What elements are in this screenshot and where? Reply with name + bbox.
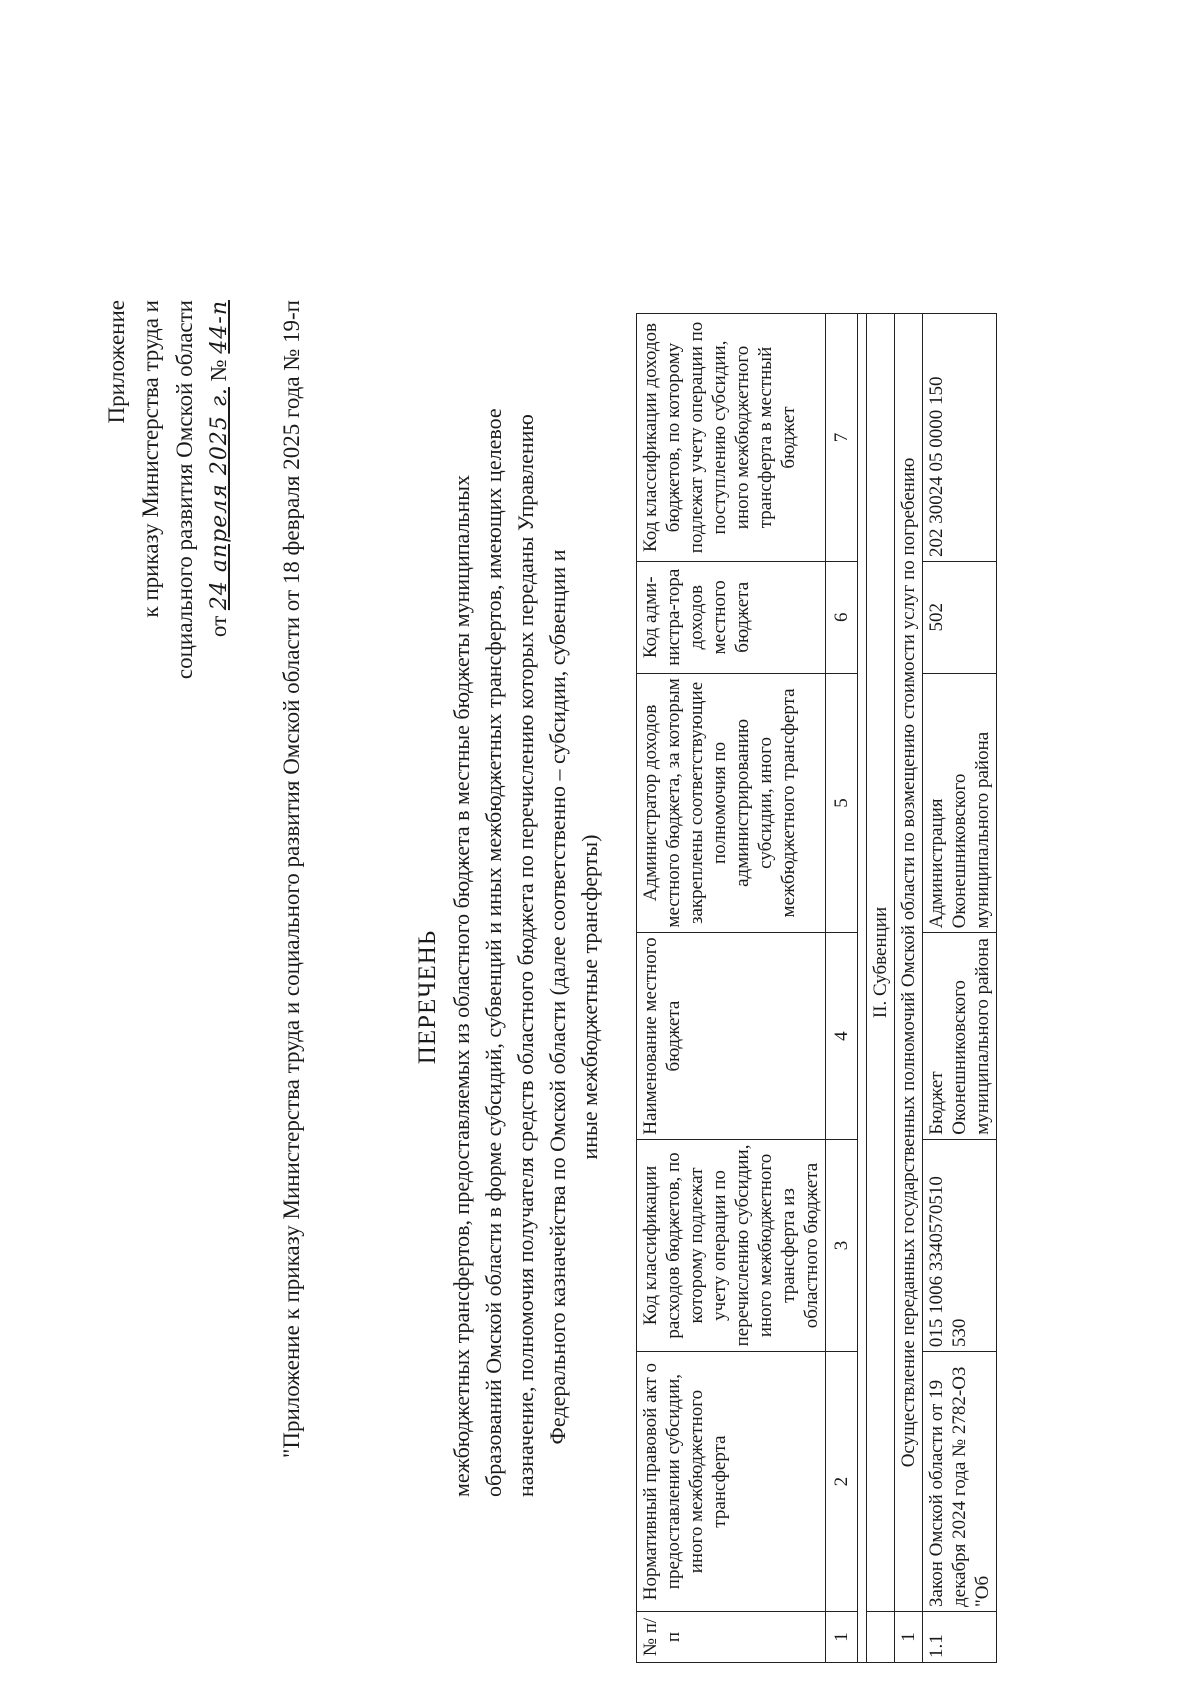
- column-number: 3: [826, 1139, 858, 1351]
- row-budget-name: Бюджет Оконешниковского муниципального района: [923, 933, 997, 1139]
- table-header-row: [637, 314, 826, 1663]
- spacer-row: [858, 314, 867, 1663]
- title-line-4: Федерального казначейства по Омской области (далее соответственно – субсидии, субвенции и: [545, 549, 570, 1445]
- document-title-block: [412, 408, 606, 1497]
- previous-appendix-header: [275, 300, 309, 1458]
- header-cell-num: № п/п: [637, 1611, 826, 1662]
- section-num-cell: [867, 1611, 895, 1662]
- column-number: 5: [826, 673, 858, 933]
- header-cell-budget-name: Наименование местного бюджета: [637, 933, 826, 1139]
- column-number: 6: [826, 562, 858, 674]
- row-act: Закон Омской области от 19 декабря 2024 года № 2782-ОЗ "Об: [923, 1352, 997, 1612]
- spacer-cell: [858, 314, 867, 1663]
- transfers-table: [636, 313, 997, 1663]
- appendix-label: Приложение: [104, 300, 129, 424]
- section-title: II. Субвенции: [867, 314, 895, 1612]
- header-cell-admin-code: Код адми-нистра-тора доходов местного бюджета: [637, 562, 826, 674]
- prev-date-line: от 18 февраля 2025 года № 19-п: [279, 300, 304, 612]
- appendix-date-line: [202, 300, 237, 679]
- row-expense-code: 015 1006 3340570510 530: [923, 1139, 997, 1351]
- section-row: [867, 314, 895, 1663]
- subsection-num: 1: [895, 1611, 923, 1662]
- header-cell-expense-code: Код классификации расходов бюджетов, по которому подлежат учету операции по перечислению субсидии, иного межбюджетного трансферта из областного бюджета: [637, 1139, 826, 1351]
- title-line-1: межбюджетных трансфертов, предоставляемых из областного бюджета в местные бюджеты муниципальных: [449, 474, 474, 1497]
- date-prefix: от: [206, 615, 231, 638]
- header-cell-income-code: Код классификации доходов бюджетов, по которому подлежат учету операции по поступлению субсидии, иного межбюджетного трансферта в местный бюджет: [637, 314, 826, 562]
- document-title: ПЕРЕЧЕНЬ: [414, 929, 441, 1065]
- handwritten-number: 44-п: [207, 300, 232, 354]
- column-number: 1: [826, 1611, 858, 1662]
- column-number-row: [826, 314, 858, 1663]
- column-number: 4: [826, 933, 858, 1139]
- column-number: 2: [826, 1352, 858, 1612]
- prev-ministry-line: социального развития Омской области: [279, 616, 304, 997]
- row-income-code: 202 30024 05 0000 150: [923, 314, 997, 562]
- number-prefix: №: [206, 359, 231, 382]
- appendix-order-line: к приказу Министерства труда и: [138, 300, 163, 618]
- row-admin-code: 502: [923, 562, 997, 674]
- title-line-5: иные межбюджетные трансферты): [577, 834, 602, 1160]
- header-cell-administrator: Администратор доходов местного бюджета, за которым закреплены соответствующие полномочия по администрированию субсидии, иного межбюджетного трансферта: [637, 673, 826, 933]
- row-administrator: Администрация Оконешниковского муниципального района: [923, 673, 997, 933]
- appendix-ministry-line: социального развития Омской области: [172, 300, 197, 680]
- table-row: [923, 314, 997, 1663]
- subsection-row: [895, 314, 923, 1663]
- appendix-header: [100, 300, 237, 679]
- handwritten-date: 24 апреля 2025 г.: [207, 387, 232, 611]
- column-number: 7: [826, 314, 858, 562]
- prev-order-line: к приказу Министерства труда и: [279, 1001, 304, 1320]
- row-num: 1.1: [923, 1611, 997, 1662]
- title-line-3: назначение, полномочия получателя средств областного бюджета по перечислению которых переданы Управлению: [513, 414, 538, 1497]
- prev-appendix-label: "Приложение: [279, 1325, 304, 1459]
- header-cell-act: Нормативный правовой акт о предоставлении субсидии, иного межбюджетного трансферта: [637, 1352, 826, 1612]
- title-line-2: образований Омской области в форме субсидий, субвенций и иных межбюджетных трансфертов, имеющих целевое: [481, 408, 506, 1497]
- subsection-title: Осуществление переданных государственных полномочий Омской области по возмещению стоимости услуг по погребению: [895, 314, 923, 1612]
